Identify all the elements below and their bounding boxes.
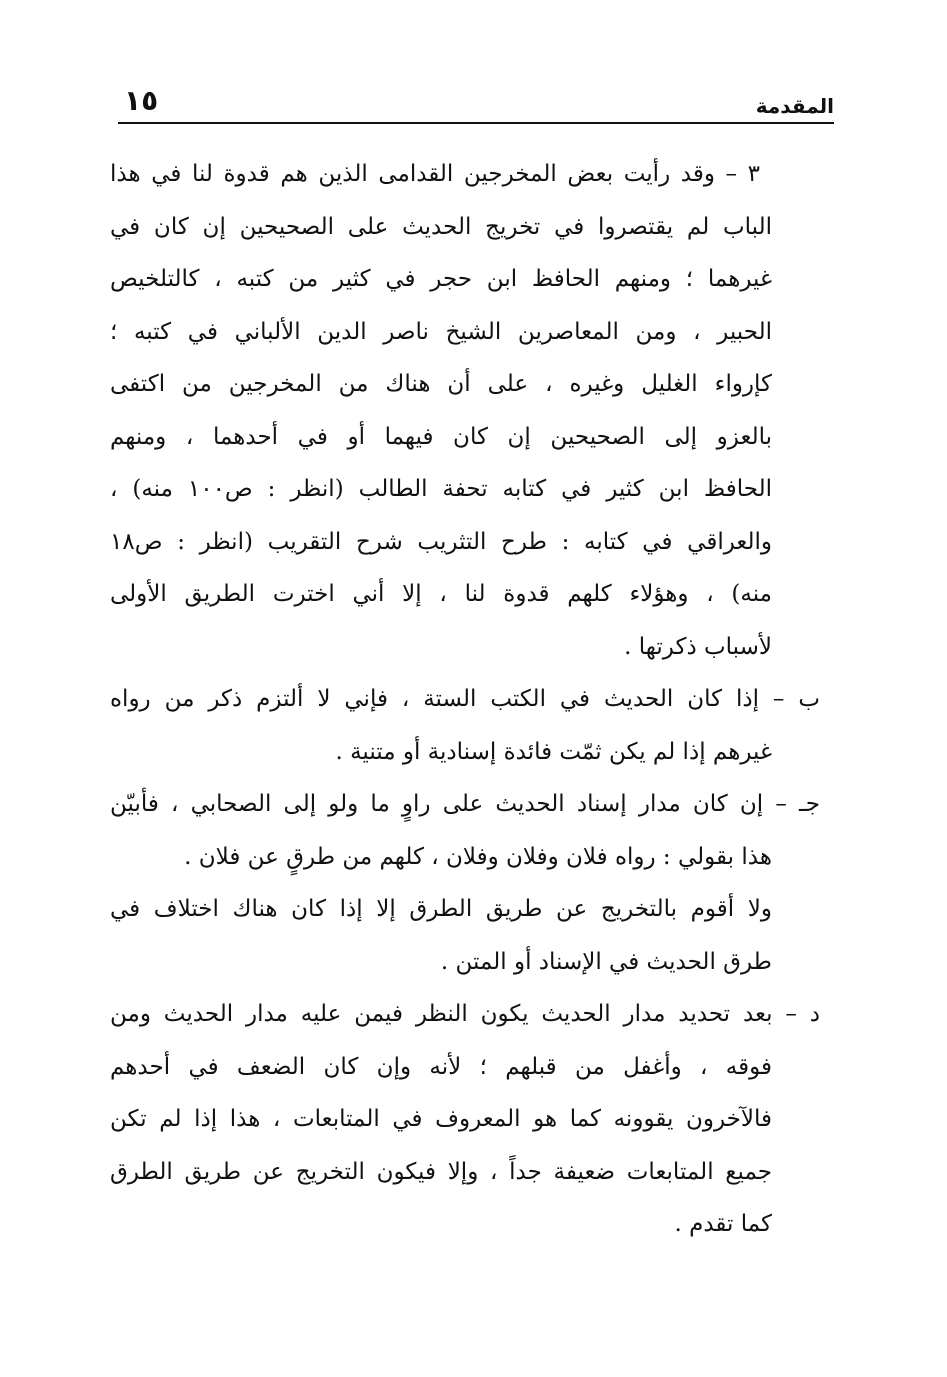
page-header [118,84,834,120]
text-line: طرق الحديث في الإسناد أو المتن . [440,948,772,975]
text-line: هذا بقولي : رواه فلان وفلان وفلان ، كلهم من طرقٍ عن فلان . [184,843,772,870]
text-line: ٣ – وقد رأيت بعض المخرجين القدامى الذين هم قدوة لنا في هذا [110,161,760,187]
text-line: الباب لم يقتصروا في تخريج الحديث على الصحيحين إن كان في [110,213,772,240]
text-line: ب – إذا كان الحديث في الكتب الستة ، فإني لا ألتزم ذكر من رواه [110,686,820,712]
text-line: بالعزو إلى الصحيحين إن كان فيهما أو في أحدهما ، ومنهم [110,423,772,450]
text-line: غيرهما ؛ ومنهم الحافظ ابن حجر في كثير من كتبه ، كالتلخيص [110,266,772,292]
text-line: فالآخرون يقوونه كما هو المعروف في المتابعات ، هذا إذا لم تكن [110,1106,772,1132]
header-rule [118,122,834,124]
text-line: فوقه ، وأغفل من قبلهم ؛ لأنه وإن كان الضعف في أحدهم [110,1053,772,1080]
text-line: الحافظ ابن كثير في كتابه تحفة الطالب (انظر : ص١٠٠ منه) ، [110,476,772,502]
text-line: والعراقي في كتابه : طرح التثريب شرح التقريب (انظر : ص١٨ [110,528,772,555]
body-text [110,148,820,1251]
text-line: جـ – إن كان مدار إسناد الحديث على راوٍ ما ولو إلى الصحابي ، فأبيّن [110,791,820,817]
text-line: لأسباب ذكرتها . [624,633,772,660]
text-line: غيرهم إذا لم يكن ثمّت فائدة إسنادية أو متنية . [335,738,772,765]
chapter-title: المقدمة [755,94,834,118]
text-line: كما تقدم . [674,1211,772,1237]
text-line: الحبير ، ومن المعاصرين الشيخ ناصر الدين الألباني في كتبه ؛ [110,318,772,345]
page-number: ١٥ [124,84,159,117]
text-line: منه) ، وهؤلاء كلهم قدوة لنا ، إلا أني اخترت الطريق الأولى [110,581,772,607]
text-line: جميع المتابعات ضعيفة جداً ، وإلا فيكون التخريج عن طريق الطرق [110,1158,772,1185]
text-line: ولا أقوم بالتخريج عن طريق الطرق إلا إذا كان هناك اختلاف في [110,896,772,922]
text-line: كإرواء الغليل وغيره ، على أن هناك من المخرجين من اكتفى [110,371,772,397]
text-line: د – بعد تحديد مدار الحديث يكون النظر فيمن عليه مدار الحديث ومن [110,1001,820,1027]
